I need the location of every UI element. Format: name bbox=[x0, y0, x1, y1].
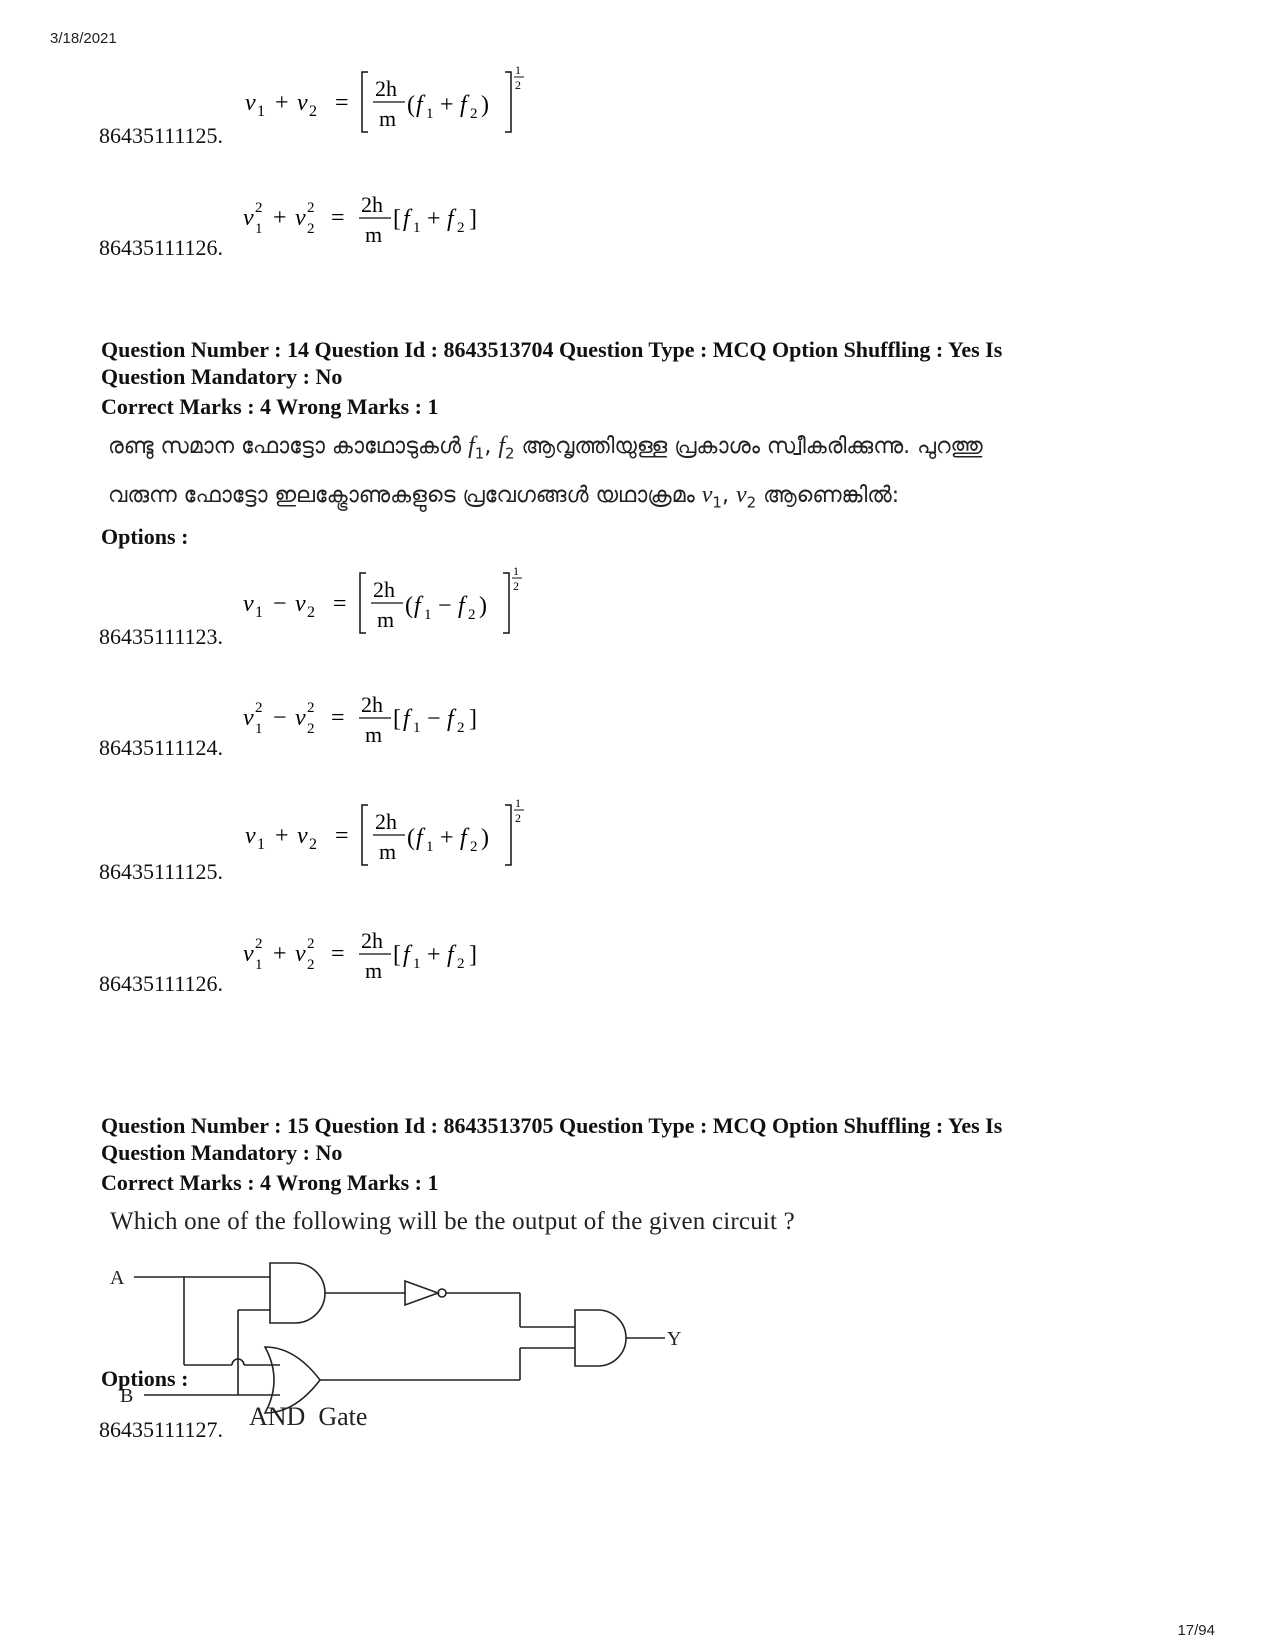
question-meta-line: Question Mandatory : No bbox=[101, 364, 343, 389]
option-formula bbox=[243, 180, 523, 260]
and-gate-2 bbox=[575, 1310, 626, 1366]
svg-text:2: 2 bbox=[457, 720, 465, 736]
svg-text:(: ( bbox=[405, 593, 413, 619]
svg-text:1: 1 bbox=[255, 221, 263, 237]
formula-sum-root bbox=[245, 795, 545, 875]
svg-text:]: ] bbox=[469, 206, 477, 232]
svg-text:1: 1 bbox=[413, 956, 421, 972]
svg-text:+: + bbox=[273, 941, 287, 967]
svg-text:2h: 2h bbox=[373, 577, 395, 602]
question-14-stem-line-2: വരുന്ന ഫോട്ടോ ഇലക്ട്രോണുകളുടെ പ്രവേഗങ്ങൾ യഥാക്രമം $v_1$, $v_2$ ആണെങ്കിൽ: bbox=[108, 482, 900, 512]
svg-text:1: 1 bbox=[255, 721, 263, 737]
svg-text:f: f bbox=[416, 825, 423, 851]
svg-text:m: m bbox=[379, 106, 397, 131]
svg-text:m: m bbox=[377, 607, 395, 632]
svg-text:=: = bbox=[335, 90, 349, 116]
svg-text:1: 1 bbox=[255, 957, 263, 973]
formula-sum-squares bbox=[243, 916, 523, 991]
svg-text:−: − bbox=[438, 593, 452, 619]
svg-text:m: m bbox=[365, 722, 383, 747]
svg-text:2: 2 bbox=[307, 721, 315, 737]
option-id: 86435111126. bbox=[99, 971, 224, 996]
svg-text:f: f bbox=[447, 706, 454, 732]
svg-text:2: 2 bbox=[307, 221, 315, 237]
svg-text:1: 1 bbox=[513, 564, 519, 578]
svg-text:2: 2 bbox=[515, 78, 521, 92]
svg-text:2: 2 bbox=[255, 936, 263, 952]
page-number: 17/94 bbox=[1177, 1622, 1215, 1639]
stem-text: വരുന്ന ഫോട്ടോ ഇലക്ട്രോണുകളുടെ പ്രവേഗങ്ങൾ യഥാക്രമം bbox=[108, 483, 695, 508]
formula-sum-root bbox=[245, 62, 545, 142]
question-15-marks: Correct Marks : 4 Wrong Marks : 1 bbox=[101, 1170, 439, 1195]
input-b-label: B bbox=[120, 1385, 134, 1407]
svg-text:): ) bbox=[481, 92, 489, 118]
svg-text:v: v bbox=[243, 705, 254, 731]
svg-text:2: 2 bbox=[255, 700, 263, 716]
svg-text:v: v bbox=[243, 941, 254, 967]
svg-text:f: f bbox=[414, 593, 421, 619]
svg-text:v: v bbox=[243, 205, 254, 231]
question-14-meta bbox=[101, 336, 1161, 390]
svg-text:f: f bbox=[403, 942, 410, 968]
svg-text:[: [ bbox=[393, 942, 401, 968]
question-15-stem: Which one of the following will be the output of the given circuit ? bbox=[110, 1208, 795, 1235]
options-label: Options : bbox=[101, 524, 189, 549]
svg-text:[: [ bbox=[393, 206, 401, 232]
svg-text:+: + bbox=[273, 205, 287, 231]
svg-text:(: ( bbox=[407, 825, 415, 851]
svg-text:−: − bbox=[273, 705, 287, 731]
svg-text:f: f bbox=[403, 206, 410, 232]
stem-text: ആണെങ്കിൽ: bbox=[763, 483, 900, 508]
option-id: 86435111127. bbox=[99, 1417, 224, 1442]
svg-text:2: 2 bbox=[309, 836, 317, 853]
option-id: 86435111125. bbox=[99, 123, 224, 148]
svg-text:+: + bbox=[427, 206, 441, 232]
svg-text:1: 1 bbox=[424, 607, 432, 623]
svg-text:−: − bbox=[427, 706, 441, 732]
option-text: AND Gate bbox=[249, 1402, 368, 1431]
svg-text:1: 1 bbox=[515, 796, 521, 810]
svg-text:2: 2 bbox=[307, 957, 315, 973]
formula-diff-squares bbox=[243, 680, 523, 755]
svg-text:1: 1 bbox=[257, 103, 265, 120]
option-formula bbox=[243, 563, 543, 648]
svg-text:m: m bbox=[379, 839, 397, 864]
option-id: 86435111126. bbox=[99, 235, 224, 260]
svg-text:2: 2 bbox=[515, 811, 521, 825]
svg-text:v: v bbox=[295, 591, 306, 617]
input-a-label: A bbox=[110, 1267, 125, 1289]
svg-text:f: f bbox=[403, 706, 410, 732]
svg-text:2: 2 bbox=[470, 839, 478, 855]
formula-sum-squares bbox=[243, 180, 523, 255]
svg-text:f: f bbox=[416, 92, 423, 118]
stem-text: ആവൃത്തിയുള്ള പ്രകാശം സ്വീകരിക്കുന്നു. പുറത്തു bbox=[521, 434, 983, 459]
svg-text:v: v bbox=[295, 941, 306, 967]
svg-text:1: 1 bbox=[413, 720, 421, 736]
svg-text:]: ] bbox=[469, 706, 477, 732]
and-gate-1 bbox=[270, 1263, 325, 1323]
svg-text:f: f bbox=[458, 593, 465, 619]
option-formula bbox=[243, 680, 523, 760]
svg-text:2h: 2h bbox=[361, 192, 383, 217]
svg-text:=: = bbox=[335, 823, 349, 849]
svg-text:): ) bbox=[481, 825, 489, 851]
options-label: Options : bbox=[101, 1366, 189, 1391]
svg-text:2: 2 bbox=[307, 700, 315, 716]
svg-text:2: 2 bbox=[309, 103, 317, 120]
svg-text:1: 1 bbox=[255, 604, 263, 621]
svg-text:1: 1 bbox=[426, 839, 434, 855]
svg-text:v: v bbox=[245, 90, 256, 116]
svg-text:v: v bbox=[295, 705, 306, 731]
svg-text:2: 2 bbox=[457, 220, 465, 236]
print-date: 3/18/2021 bbox=[50, 30, 117, 47]
svg-text:v: v bbox=[243, 591, 254, 617]
svg-text:[: [ bbox=[393, 706, 401, 732]
svg-text:2h: 2h bbox=[375, 76, 397, 101]
svg-text:]: ] bbox=[469, 942, 477, 968]
svg-text:+: + bbox=[440, 92, 454, 118]
svg-text:f: f bbox=[460, 825, 467, 851]
svg-text:+: + bbox=[427, 942, 441, 968]
svg-text:f: f bbox=[460, 92, 467, 118]
svg-text:f: f bbox=[447, 942, 454, 968]
question-meta-line: Question Number : 15 Question Id : 8643513705 Question Type : MCQ Option Shuffling : Yes Is bbox=[101, 1113, 1003, 1138]
svg-text:2: 2 bbox=[457, 956, 465, 972]
option-id: 86435111125. bbox=[99, 859, 224, 884]
svg-text:=: = bbox=[331, 705, 345, 731]
svg-text:2: 2 bbox=[513, 579, 519, 593]
svg-text:2h: 2h bbox=[375, 809, 397, 834]
svg-text:2h: 2h bbox=[361, 928, 383, 953]
svg-text:m: m bbox=[365, 222, 383, 247]
stem-text: രണ്ടു സമാന ഫോട്ടോ കാഥോടുകൾ bbox=[108, 434, 462, 459]
option-id: 86435111124. bbox=[99, 735, 224, 760]
question-meta-line: Question Mandatory : No bbox=[101, 1140, 343, 1165]
svg-text:m: m bbox=[365, 958, 383, 983]
svg-text:=: = bbox=[333, 591, 347, 617]
svg-text:v: v bbox=[245, 823, 256, 849]
question-meta-line: Question Number : 14 Question Id : 8643513704 Question Type : MCQ Option Shuffling : Yes Is bbox=[101, 337, 1003, 362]
question-15-meta bbox=[101, 1112, 1161, 1166]
svg-text:=: = bbox=[331, 941, 345, 967]
svg-text:v: v bbox=[297, 823, 308, 849]
option-id: 86435111123. bbox=[99, 624, 224, 649]
svg-text:+: + bbox=[275, 823, 289, 849]
svg-text:2: 2 bbox=[307, 200, 315, 216]
svg-text:1: 1 bbox=[413, 220, 421, 236]
svg-text:v: v bbox=[297, 90, 308, 116]
svg-text:2: 2 bbox=[255, 200, 263, 216]
svg-text:1: 1 bbox=[257, 836, 265, 853]
svg-text:−: − bbox=[273, 591, 287, 617]
svg-text:+: + bbox=[440, 825, 454, 851]
svg-text:1: 1 bbox=[426, 106, 434, 122]
svg-text:+: + bbox=[275, 90, 289, 116]
question-14-marks: Correct Marks : 4 Wrong Marks : 1 bbox=[101, 394, 439, 419]
svg-text:1: 1 bbox=[515, 63, 521, 77]
output-y-label: Y bbox=[667, 1328, 682, 1350]
svg-text:=: = bbox=[331, 205, 345, 231]
svg-text:2: 2 bbox=[307, 936, 315, 952]
svg-text:2: 2 bbox=[468, 607, 476, 623]
not-gate bbox=[405, 1281, 438, 1305]
option-formula bbox=[245, 62, 545, 147]
question-14-stem-line-1: രണ്ടു സമാന ഫോട്ടോ കാഥോടുകൾ $f_1$, $f_2$ ആവൃത്തിയുള്ള പ്രകാശം സ്വീകരിക്കുന്നു. പുറത്തു bbox=[108, 433, 983, 463]
svg-text:(: ( bbox=[407, 92, 415, 118]
svg-text:v: v bbox=[295, 205, 306, 231]
svg-text:f: f bbox=[447, 206, 454, 232]
svg-text:2: 2 bbox=[307, 604, 315, 621]
svg-text:2h: 2h bbox=[361, 692, 383, 717]
logic-circuit-diagram bbox=[100, 1255, 720, 1415]
formula-diff-root bbox=[243, 563, 543, 643]
svg-text:2: 2 bbox=[470, 106, 478, 122]
option-formula bbox=[243, 916, 523, 996]
option-formula bbox=[245, 795, 545, 880]
svg-text:): ) bbox=[479, 593, 487, 619]
